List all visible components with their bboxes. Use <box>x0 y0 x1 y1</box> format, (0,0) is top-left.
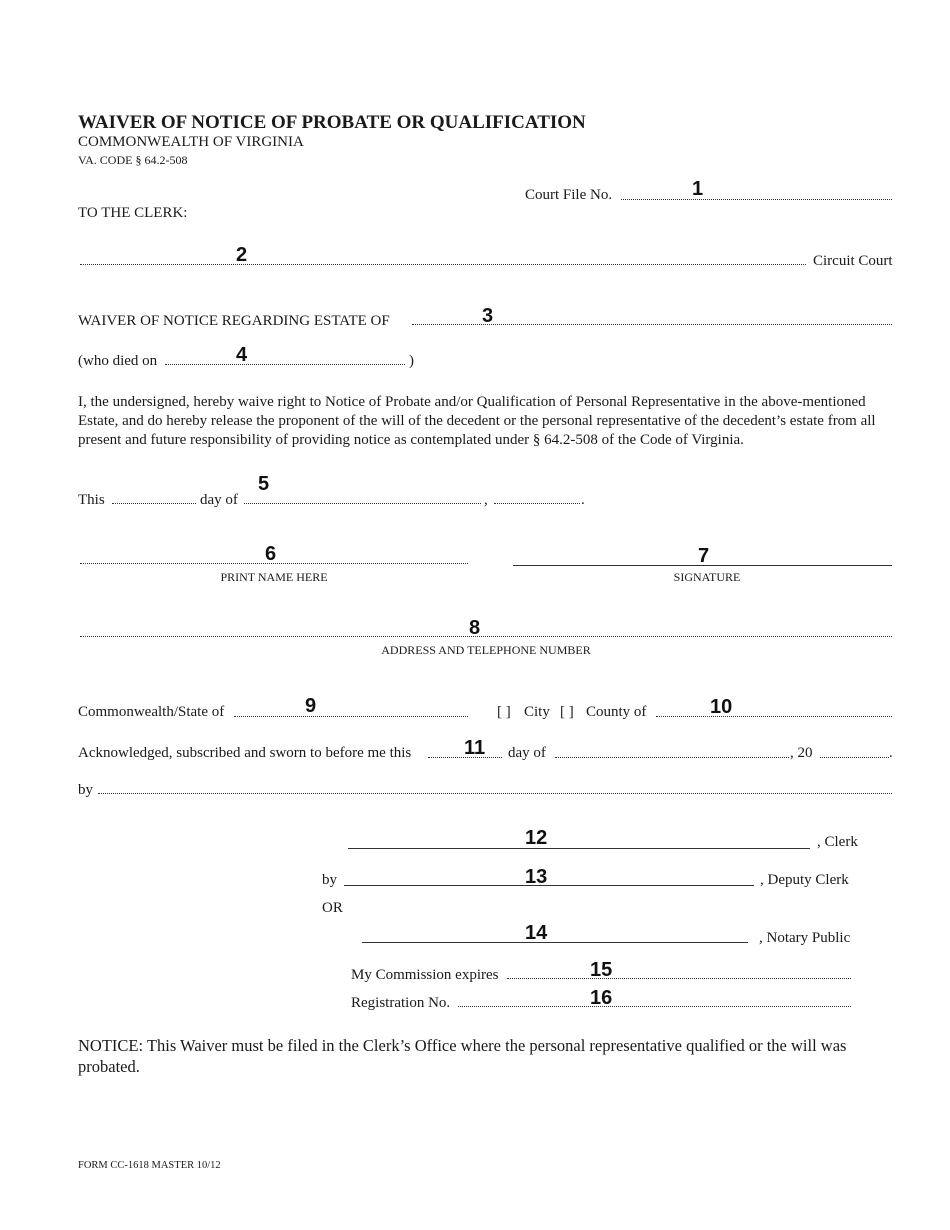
acknowledged-period: . <box>889 745 893 761</box>
date-period: . <box>581 492 585 508</box>
filing-notice: NOTICE: This Waiver must be filed in the Clerk’s Office where the personal representative qualified or the will was probated. <box>78 1036 847 1076</box>
code-reference: VA. CODE § 64.2-508 <box>78 153 188 167</box>
field-number-13: 13 <box>525 866 548 888</box>
field-number-5: 5 <box>258 473 270 495</box>
acknowledged-month-field[interactable] <box>555 757 789 758</box>
acknowledged-year-field[interactable] <box>820 757 889 758</box>
deputy-by-label: by <box>322 872 337 888</box>
date-comma: , <box>484 492 488 508</box>
field-number-9: 9 <box>305 695 317 717</box>
print-name-caption: PRINT NAME HERE <box>220 570 328 584</box>
registration-field[interactable] <box>458 1006 851 1007</box>
field-number-14: 14 <box>525 922 548 944</box>
court-file-label: Court File No. <box>525 187 613 203</box>
date-day-field[interactable] <box>112 503 196 504</box>
field-number-3: 3 <box>482 305 494 327</box>
field-number-15: 15 <box>590 959 613 981</box>
field-number-8: 8 <box>469 617 481 639</box>
form-number-footer: FORM CC-1618 MASTER 10/12 <box>78 1160 221 1171</box>
died-on-label: (who died on <box>78 353 158 369</box>
or-label: OR <box>322 900 343 916</box>
date-this-label: This <box>78 492 105 508</box>
address-caption: ADDRESS AND TELEPHONE NUMBER <box>381 643 591 657</box>
to-clerk-label: TO THE CLERK: <box>78 205 188 221</box>
circuit-court-label: Circuit Court <box>813 253 893 269</box>
field-number-4: 4 <box>236 344 248 366</box>
field-number-11: 11 <box>464 737 486 759</box>
notary-label: , Notary Public <box>759 930 851 946</box>
commission-field[interactable] <box>507 978 851 979</box>
field-number-1: 1 <box>692 178 704 200</box>
deputy-clerk-label: , Deputy Clerk <box>760 872 849 888</box>
address-field[interactable] <box>80 636 892 637</box>
field-number-10: 10 <box>710 696 733 718</box>
by-field[interactable] <box>98 793 892 794</box>
field-number-16: 16 <box>590 987 613 1009</box>
waiver-statement: I, the undersigned, hereby waive right to Notice of Probate and/or Qualification of Personal Representative in the above-mentioned Estate, and do hereby release the proponent of the will of the decedent or the personal representative of the decedent’s estate from all present and future responsibility of providing notice as contemplated under § 64.2-508 of the Code of Virginia. <box>78 394 876 448</box>
state-heading: COMMONWEALTH OF VIRGINIA <box>78 134 304 150</box>
form-title: WAIVER OF NOTICE OF PROBATE OR QUALIFICATION <box>78 112 586 133</box>
county-of-field[interactable] <box>656 716 892 717</box>
state-of-label: Commonwealth/State of <box>78 704 225 720</box>
date-year-field[interactable] <box>494 503 580 504</box>
field-number-7: 7 <box>698 545 710 567</box>
date-day-of-label: day of <box>200 492 238 508</box>
county-checkbox[interactable]: [ ] <box>560 704 574 720</box>
date-month-field[interactable] <box>244 503 481 504</box>
registration-label: Registration No. <box>351 995 451 1011</box>
field-number-2: 2 <box>236 244 248 266</box>
signature-caption: SIGNATURE <box>673 570 741 584</box>
court-file-field[interactable] <box>621 199 892 200</box>
clerk-label: , Clerk <box>817 834 858 850</box>
acknowledged-day-of-label: day of <box>508 745 546 761</box>
acknowledged-year-prefix: , 20 <box>790 745 813 761</box>
field-number-12: 12 <box>525 827 548 849</box>
clerk-signature-field[interactable] <box>348 848 810 849</box>
estate-label: WAIVER OF NOTICE REGARDING ESTATE OF <box>78 313 390 329</box>
by-label: by <box>78 782 93 798</box>
died-on-field[interactable] <box>165 364 405 365</box>
county-of-label: County of <box>586 704 647 720</box>
city-checkbox[interactable]: [ ] <box>497 704 511 720</box>
died-on-close: ) <box>409 353 414 369</box>
circuit-court-field[interactable] <box>80 264 806 265</box>
field-number-6: 6 <box>265 543 277 565</box>
commission-label: My Commission expires <box>351 967 499 983</box>
state-of-field[interactable] <box>234 716 468 717</box>
notary-signature-field[interactable] <box>362 942 748 943</box>
city-label: City <box>524 704 550 720</box>
acknowledged-label: Acknowledged, subscribed and sworn to before me this <box>78 745 412 761</box>
deputy-clerk-signature-field[interactable] <box>344 885 754 886</box>
